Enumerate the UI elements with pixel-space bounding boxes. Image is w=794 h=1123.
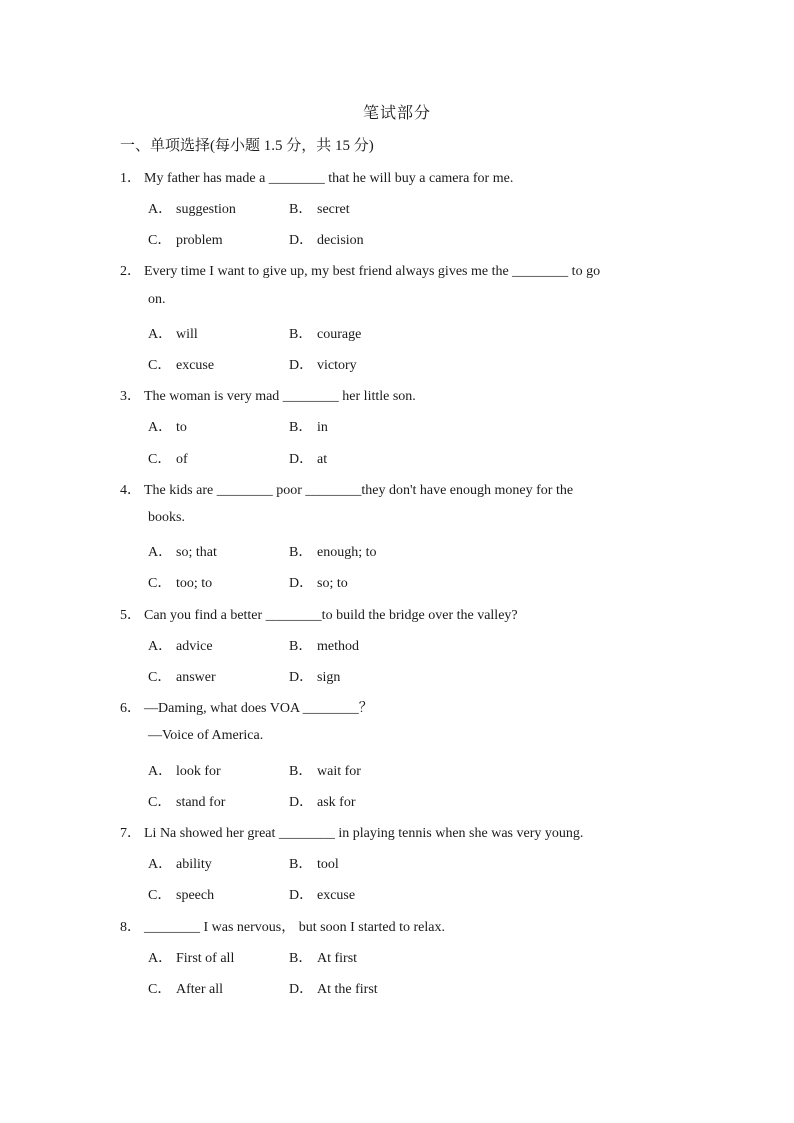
option-letter: D． bbox=[289, 233, 314, 248]
option-7c bbox=[148, 884, 214, 904]
option-2a bbox=[148, 323, 198, 343]
option-text: After all bbox=[176, 982, 224, 997]
option-letter: D． bbox=[289, 452, 314, 467]
option-text: sign bbox=[317, 670, 341, 685]
question-text: The kids are ________ poor ________they don't have enough money for the bbox=[144, 483, 574, 498]
option-2c bbox=[148, 354, 214, 374]
question-5 bbox=[120, 604, 518, 624]
option-text: courage bbox=[317, 327, 362, 342]
option-letter: C． bbox=[148, 358, 172, 373]
option-letter: C． bbox=[148, 670, 172, 685]
option-letter: A． bbox=[148, 202, 173, 217]
option-letter: D． bbox=[289, 795, 314, 810]
option-text: suggestion bbox=[176, 202, 236, 217]
option-letter: A． bbox=[148, 764, 173, 779]
option-1c bbox=[148, 229, 223, 249]
option-6a bbox=[148, 760, 221, 780]
option-letter: B． bbox=[289, 545, 313, 560]
option-text: tool bbox=[317, 857, 339, 872]
option-4c bbox=[148, 572, 212, 592]
option-text: advice bbox=[176, 639, 213, 654]
option-3a bbox=[148, 416, 187, 436]
option-letter: C． bbox=[148, 888, 172, 903]
question-text: Can you find a better ________to build the bridge over the valley? bbox=[144, 608, 518, 623]
option-letter: B． bbox=[289, 327, 313, 342]
option-5d bbox=[289, 666, 340, 686]
option-text: enough; to bbox=[317, 545, 377, 560]
option-text: ability bbox=[176, 857, 212, 872]
option-5a bbox=[148, 635, 213, 655]
option-letter: B． bbox=[289, 202, 313, 217]
option-letter: C． bbox=[148, 233, 172, 248]
option-6b bbox=[289, 760, 361, 780]
option-letter: A． bbox=[148, 639, 173, 654]
option-1b bbox=[289, 198, 350, 218]
page-title: 笔试部分 bbox=[362, 105, 431, 122]
option-2b bbox=[289, 323, 361, 343]
question-number: 7． bbox=[120, 826, 141, 841]
option-letter: D． bbox=[289, 982, 314, 997]
option-text: victory bbox=[317, 358, 357, 373]
option-text: in bbox=[317, 420, 328, 435]
option-text: answer bbox=[176, 670, 216, 685]
option-text: At the first bbox=[317, 982, 378, 997]
option-1a bbox=[148, 198, 236, 218]
option-3b bbox=[289, 416, 328, 436]
question-number: 5． bbox=[120, 608, 141, 623]
question-number: 3． bbox=[120, 389, 141, 404]
question-number: 8． bbox=[120, 920, 141, 935]
option-7d bbox=[289, 884, 355, 904]
question-number: 4． bbox=[120, 483, 141, 498]
option-text: method bbox=[317, 639, 359, 654]
option-text: so; to bbox=[317, 576, 348, 591]
question-number: 6． bbox=[120, 701, 141, 716]
option-text: to bbox=[176, 420, 187, 435]
option-letter: C． bbox=[148, 576, 172, 591]
option-text: At first bbox=[317, 951, 358, 966]
option-letter: A． bbox=[148, 857, 173, 872]
question-text: Every time I want to give up, my best friend always gives me the ________ to go bbox=[144, 264, 601, 279]
option-8c bbox=[148, 978, 223, 998]
option-letter: C． bbox=[148, 795, 172, 810]
option-6d bbox=[289, 791, 356, 811]
question-6-continuation: —Voice of America. bbox=[148, 728, 264, 743]
question-text: The woman is very mad ________ her little son. bbox=[144, 389, 416, 404]
question-2 bbox=[120, 260, 600, 280]
option-text: problem bbox=[176, 233, 223, 248]
option-text: at bbox=[317, 452, 328, 467]
question-number: 2． bbox=[120, 264, 141, 279]
option-text: speech bbox=[176, 888, 215, 903]
option-text: too; to bbox=[176, 576, 213, 591]
question-text: —Daming, what does VOA ________？ bbox=[144, 701, 373, 716]
option-text: stand for bbox=[176, 795, 226, 810]
question-text: ________ I was nervous， but soon I started to relax. bbox=[144, 920, 445, 935]
option-2d bbox=[289, 354, 357, 374]
option-letter: B． bbox=[289, 764, 313, 779]
option-8a bbox=[148, 947, 234, 967]
option-8b bbox=[289, 947, 357, 967]
option-5c bbox=[148, 666, 216, 686]
option-text: so; that bbox=[176, 545, 217, 560]
question-1 bbox=[120, 167, 513, 187]
question-text: Li Na showed her great ________ in playing tennis when she was very young. bbox=[144, 826, 584, 841]
option-text: excuse bbox=[176, 358, 215, 373]
question-8 bbox=[120, 916, 445, 936]
option-letter: C． bbox=[148, 982, 172, 997]
option-5b bbox=[289, 635, 359, 655]
option-text: First of all bbox=[176, 951, 235, 966]
question-2-continuation: on. bbox=[148, 292, 166, 307]
option-letter: B． bbox=[289, 639, 313, 654]
option-6c bbox=[148, 791, 225, 811]
option-8d bbox=[289, 978, 378, 998]
question-7 bbox=[120, 822, 583, 842]
section-heading: 一、单项选择(每小题 1.5 分，共 15 分) bbox=[120, 138, 374, 154]
option-1d bbox=[289, 229, 364, 249]
option-text: excuse bbox=[317, 888, 356, 903]
option-letter: B． bbox=[289, 857, 313, 872]
option-text: secret bbox=[317, 202, 350, 217]
option-7b bbox=[289, 853, 339, 873]
option-text: decision bbox=[317, 233, 364, 248]
option-text: look for bbox=[176, 764, 221, 779]
option-letter: D． bbox=[289, 888, 314, 903]
option-7a bbox=[148, 853, 212, 873]
option-letter: A． bbox=[148, 420, 173, 435]
option-text: wait for bbox=[317, 764, 361, 779]
question-number: 1． bbox=[120, 171, 141, 186]
question-3 bbox=[120, 385, 416, 405]
question-text: My father has made a ________ that he will buy a camera for me. bbox=[144, 171, 514, 186]
option-text: will bbox=[176, 327, 198, 342]
option-letter: C． bbox=[148, 452, 172, 467]
option-letter: D． bbox=[289, 670, 314, 685]
option-3c bbox=[148, 448, 188, 468]
option-4d bbox=[289, 572, 348, 592]
option-letter: B． bbox=[289, 951, 313, 966]
question-6 bbox=[120, 697, 373, 717]
option-letter: A． bbox=[148, 545, 173, 560]
question-4 bbox=[120, 479, 573, 499]
option-letter: B． bbox=[289, 420, 313, 435]
question-4-continuation: books. bbox=[148, 510, 185, 525]
option-3d bbox=[289, 448, 327, 468]
option-letter: D． bbox=[289, 358, 314, 373]
option-text: of bbox=[176, 452, 188, 467]
option-letter: A． bbox=[148, 951, 173, 966]
option-letter: D． bbox=[289, 576, 314, 591]
option-4a bbox=[148, 541, 217, 561]
option-4b bbox=[289, 541, 377, 561]
option-letter: A． bbox=[148, 327, 173, 342]
option-text: ask for bbox=[317, 795, 356, 810]
